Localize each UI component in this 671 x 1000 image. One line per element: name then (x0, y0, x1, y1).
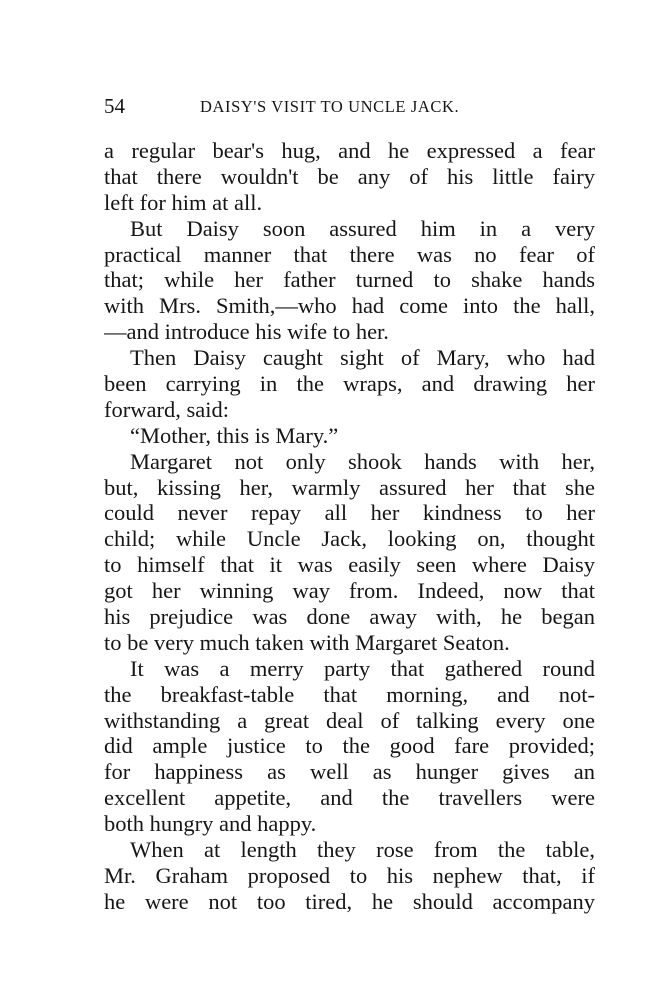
text-line: got her winning way from. Indeed, now that (104, 578, 595, 604)
text-line: a regular bear's hug, and he expressed a fear (104, 138, 595, 163)
text-line: “Mother, this is Mary.” (130, 422, 339, 448)
body-text (104, 138, 595, 915)
text-line: been carrying in the wraps, and drawing her (104, 371, 595, 397)
text-line: that there wouldn't be any of his little fairy (104, 163, 595, 189)
text-line: —and introduce his wife to her. (104, 319, 389, 345)
text-line: the breakfast-table that morning, and not- (104, 681, 595, 707)
text-line: practical manner that there was no fear of (104, 241, 595, 267)
text-line: to be very much taken with Margaret Seaton. (104, 629, 510, 655)
text-line: Margaret not only shook hands with her, (130, 448, 595, 474)
text-line: his prejudice was done away with, he began (104, 604, 595, 630)
page-number: 54 (104, 94, 125, 118)
running-head (104, 93, 599, 119)
text-line: child; while Uncle Jack, looking on, thought (104, 526, 595, 552)
text-line: that; while her father turned to shake hands (104, 267, 595, 293)
text-line: When at length they rose from the table, (130, 837, 595, 863)
text-line: excellent appetite, and the travellers were (104, 785, 595, 811)
text-line: left for him at all. (104, 189, 263, 215)
text-line: withstanding a great deal of talking every one (104, 707, 595, 733)
text-line: Then Daisy caught sight of Mary, who had (130, 345, 595, 371)
text-line: but, kissing her, warmly assured her that she (104, 474, 595, 500)
text-line: forward, said: (104, 396, 229, 422)
text-line: for happiness as well as hunger gives an (104, 759, 595, 785)
text-line: It was a merry party that gathered round (130, 655, 595, 681)
text-line: Mr. Graham proposed to his nephew that, if (104, 862, 595, 888)
text-line: But Daisy soon assured him in a very (130, 215, 595, 241)
text-line: both hungry and happy. (104, 811, 317, 837)
text-line: did ample justice to the good fare provided; (104, 733, 595, 759)
text-line: could never repay all her kindness to her (104, 500, 595, 526)
text-line: he were not too tired, he should accompany (104, 888, 595, 914)
running-title: DAISY'S VISIT TO UNCLE JACK. (200, 97, 460, 116)
text-line: to himself that it was easily seen where Daisy (104, 552, 595, 578)
text-line: with Mrs. Smith,—who had come into the hall, (104, 293, 595, 319)
